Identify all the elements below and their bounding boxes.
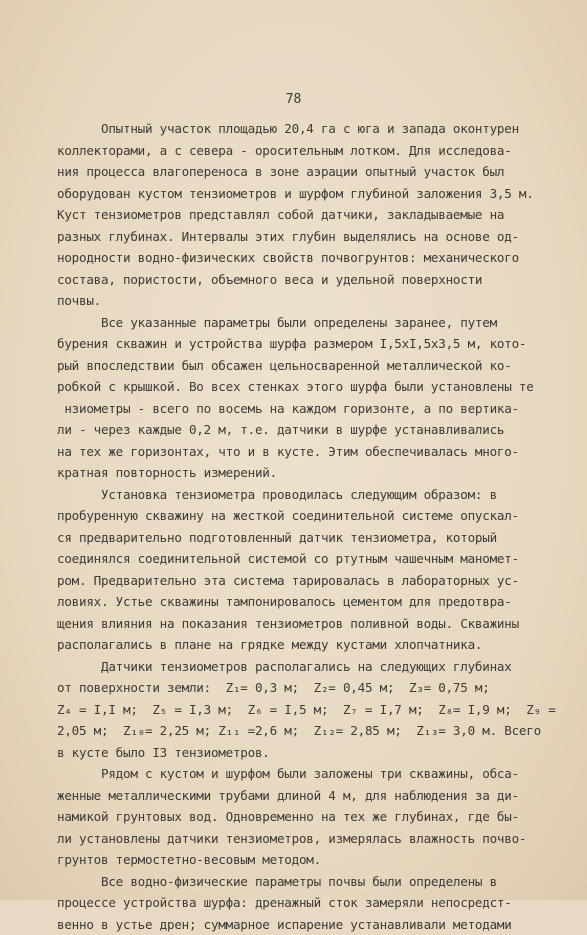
- text-line: грунтов термостетно-весовым методом.: [57, 849, 537, 871]
- page-number: 78: [0, 92, 587, 107]
- text-line: венно в устье дрен; суммарное испарение устанавливали методами: [57, 914, 537, 935]
- text-line: ся предварительно подготовленный датчик тензиометра, который: [57, 527, 537, 549]
- text-line: робкой с крышкой. Во всех стенках этого шурфа были установлены те: [57, 376, 537, 398]
- text-line: Все указанные параметры были определены заранее, путем: [57, 312, 537, 334]
- text-line: Рядом с кустом и шурфом были заложены три скважины, обса-: [57, 763, 537, 785]
- text-line: коллекторами, а с севера - оросительным лотком. Для исследова-: [57, 140, 537, 162]
- text-line: ли установлены датчики тензиометров, измерялась влажность почво-: [57, 828, 537, 850]
- text-line: Датчики тензиометров располагались на следующих глубинах: [57, 656, 537, 678]
- text-line: Опытный участок площадью 20,4 га с юга и запада оконтурен: [57, 118, 537, 140]
- text-line: намикой грунтовых вод. Одновременно на тех же глубинах, где бы-: [57, 806, 537, 828]
- text-line: пробуренную скважину на жесткой соединительной системе опускал-: [57, 505, 537, 527]
- text-line: Куст тензиометров представлял собой датчики, закладываемые на: [57, 204, 537, 226]
- text-line: Все водно-физические параметры почвы были определены в: [57, 871, 537, 893]
- body-text: [57, 118, 537, 935]
- text-line: ром. Предварительно эта система тарировалась в лабораторных ус-: [57, 570, 537, 592]
- text-line: в кусте было I3 тензиометров.: [57, 742, 537, 764]
- text-line: от поверхности земли: Z₁= 0,3 м; Z₂= 0,45 м; Z₃= 0,75 м;: [57, 677, 537, 699]
- text-line: Z₄ = I,I м; Z₅ = I,3 м; Z₆ = I,5 м; Z₇ = I,7 м; Z₈= I,9 м; Z₉ =: [57, 699, 537, 721]
- text-line: ли - через каждые 0,2 м, т.е. датчики в шурфе устанавливались: [57, 419, 537, 441]
- text-line: состава, пористости, объемного веса и удельной поверхности: [57, 269, 537, 291]
- text-line: щения влияния на показания тензиометров поливной воды. Скважины: [57, 613, 537, 635]
- text-line: располагались в плане на грядке между кустами хлопчатника.: [57, 634, 537, 656]
- text-line: оборудован кустом тензиометров и шурфом глубиной заложения 3,5 м.: [57, 183, 537, 205]
- text-line: соединялся соединительной системой со ртутным чашечным маномет-: [57, 548, 537, 570]
- text-line: на тех же горизонтах, что и в кусте. Этим обеспечивалась много-: [57, 441, 537, 463]
- text-line: нородности водно-физических свойств почвогрунтов: механического: [57, 247, 537, 269]
- text-line: рый впоследствии был обсажен цельносваренной металлической ко-: [57, 355, 537, 377]
- text-line: женные металлическими трубами длиной 4 м, для наблюдения за ди-: [57, 785, 537, 807]
- text-line: кратная повторность измерений.: [57, 462, 537, 484]
- text-line: почвы.: [57, 290, 537, 312]
- text-line: разных глубинах. Интервалы этих глубин выделялись на основе од-: [57, 226, 537, 248]
- text-line: бурения скважин и устройства шурфа размером I,5хI,5х3,5 м, кото-: [57, 333, 537, 355]
- text-line: Установка тензиометра проводилась следующим образом: в: [57, 484, 537, 506]
- text-line: нзиометры - всего по восемь на каждом горизонте, а по вертика-: [57, 398, 537, 420]
- text-line: 2,05 м; Z₁₀= 2,25 м; Z₁₁ =2,6 м; Z₁₂= 2,85 м; Z₁₃= 3,0 м. Всего: [57, 720, 537, 742]
- text-line: процессе устройства шурфа: дренажный сток замеряли непосредст-: [57, 892, 537, 914]
- text-line: ловиях. Устье скважины тампонировалось цементом для предотвра-: [57, 591, 537, 613]
- text-line: ния процесса влагопереноса в зоне аэрации опытный участок был: [57, 161, 537, 183]
